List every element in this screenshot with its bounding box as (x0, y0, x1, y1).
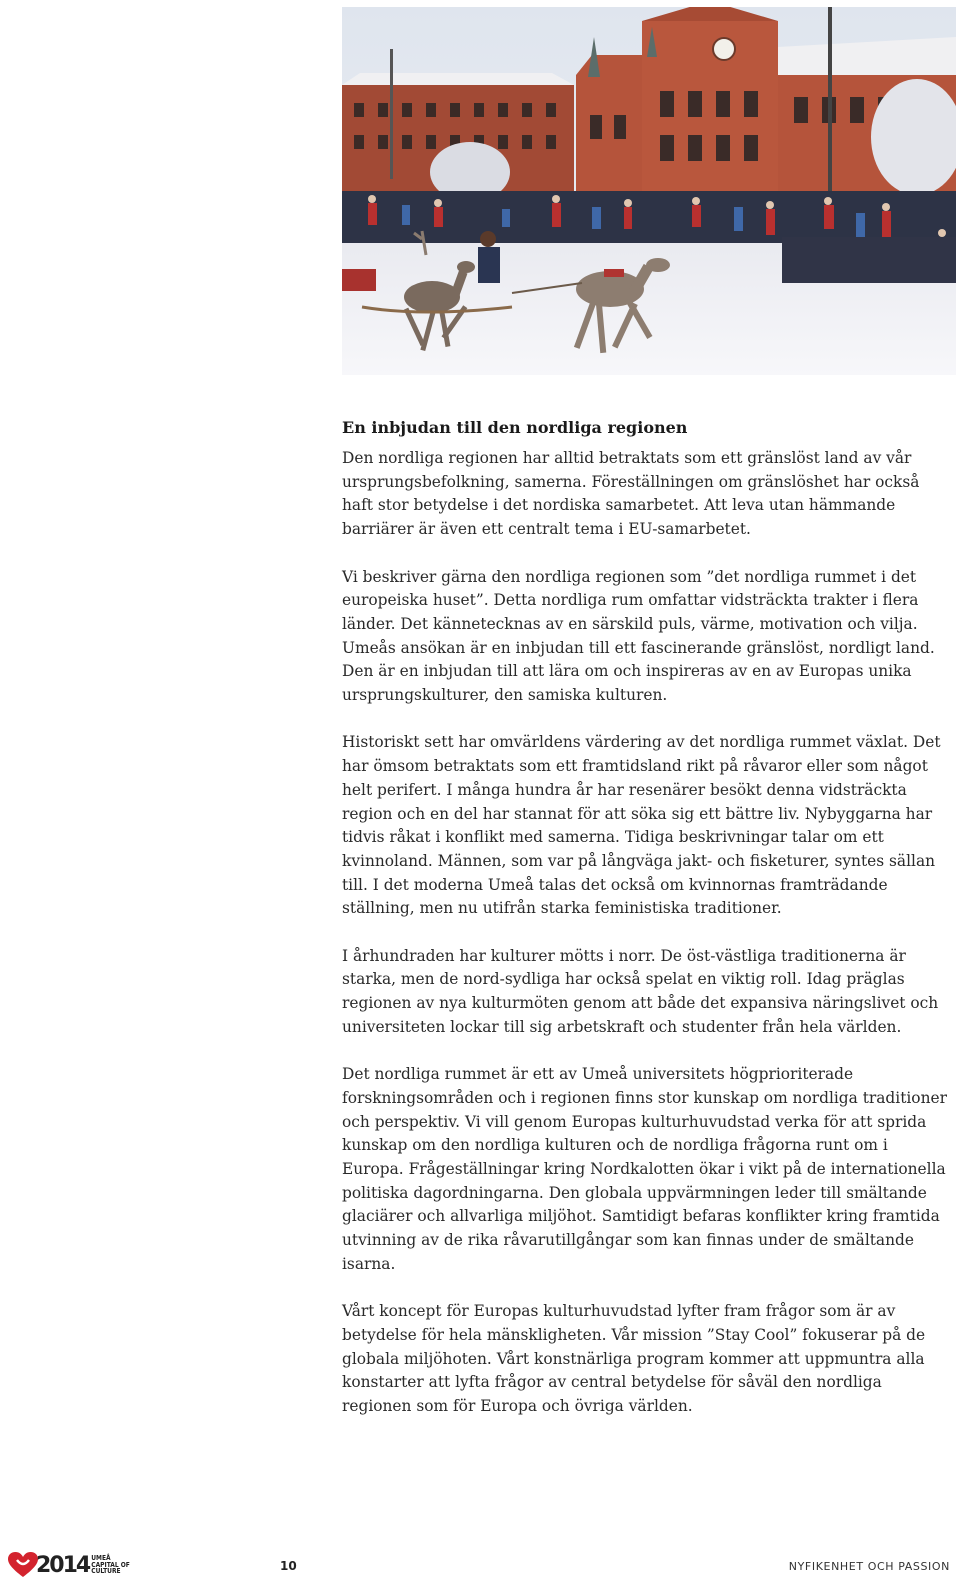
paragraph: Vi beskriver gärna den nordliga regionen som ”det nordliga rummet i det europeiska huset”. Detta nordliga rum omfattar vidsträckta trakter i flera länder. Det kännetecknas av en särskild puls, värme, motivation och vilja. Umeås ansökan är en inbjudan till ett fascinerande gränslöst, nordligt land. Den är en inbjudan till att lära om och inspireras av en av Europas unika ursprungskulturer, den samiska kulturen. (342, 567, 935, 705)
article-body (342, 447, 954, 1442)
paragraph: I århundraden har kulturer mötts i norr. De öst-västliga traditionerna är starka, men de nord-sydliga har också spelat en viktig roll. Idag präglas regionen av nya kulturmöten genom att både det expansiva näringslivet och universiteten lockar till sig arbetskraft och studenter från hela världen. (342, 946, 939, 1036)
section-heading: En inbjudan till den nordliga regionen (342, 418, 688, 437)
heart-logo-icon (8, 1552, 38, 1578)
logo-line-1: UMEÅ (91, 1554, 111, 1563)
page-number: 10 (280, 1559, 297, 1573)
umea-2014-logo (8, 1550, 130, 1580)
paragraph: Den nordliga regionen har alltid betraktats som ett gränslöst land av vår ursprungsbefolkning, samerna. Föreställningen om gränslöshet har också haft stor betydelse i det nordiska samarbetet. Att leva utan hämmande barriärer är även ett centralt tema i EU-samarbetet. (342, 449, 920, 539)
logo-year: 2014 (36, 1552, 90, 1578)
logo-text (91, 1555, 130, 1575)
paragraph: Det nordliga rummet är ett av Umeå universitets högprioriterade forskningsområden och i regionen finns stor kunskap om nordliga traditioner och perspektiv. Vi vill genom Europas kulturhuvudstad verka för att sprida kunskap om den nordliga kulturen och de nordliga frågorna runt om i Europa. Frågeställningar kring Nordkalotten ökar i vikt på de internationella politiska dagordningarna. Den globala uppvärmningen leder till smältande glaciärer och allvarliga miljöhot. Samtidigt befaras konflikter kring framtida utvinning av de rika råvarutillgångar som kan finnas under de smältande isarna. (342, 1065, 947, 1273)
reindeer-race-photo (342, 7, 956, 375)
paragraph: Historiskt sett har omvärldens värdering av det nordliga rummet växlat. Det har ömsom betraktats som ett framtidsland rikt på råvaror eller som något helt perifert. I många hundra år har resenärer besökt denna vidsträckta region och en del har stannat för att söka sig ett bättre liv. Nybyggarna har tidvis råkat i konflikt med samerna. Tidiga beskrivningar talar om ett kvinnoland. Männen, som var på långväga jakt- och fisketurer, syntes sällan till. I det moderna Umeå talas det också om kvinnornas framträdande ställning, men nu utifrån starka feministiska traditioner. (342, 733, 941, 918)
running-title: NYFIKENHET OCH PASSION (788, 1560, 950, 1573)
logo-line-2: CAPITAL OF (91, 1560, 130, 1569)
logo-line-3: CULTURE (91, 1567, 121, 1576)
paragraph: Vårt koncept för Europas kulturhuvudstad lyfter fram frågor som är av betydelse för hela mänskligheten. Vår mission ”Stay Cool” fokuserar på de globala miljöhoten. Vårt konstnärliga program kommer att uppmuntra alla konstarter att lyfta frågor av central betydelse för såväl den nordliga regionen som för Europa och övriga världen. (342, 1302, 926, 1416)
